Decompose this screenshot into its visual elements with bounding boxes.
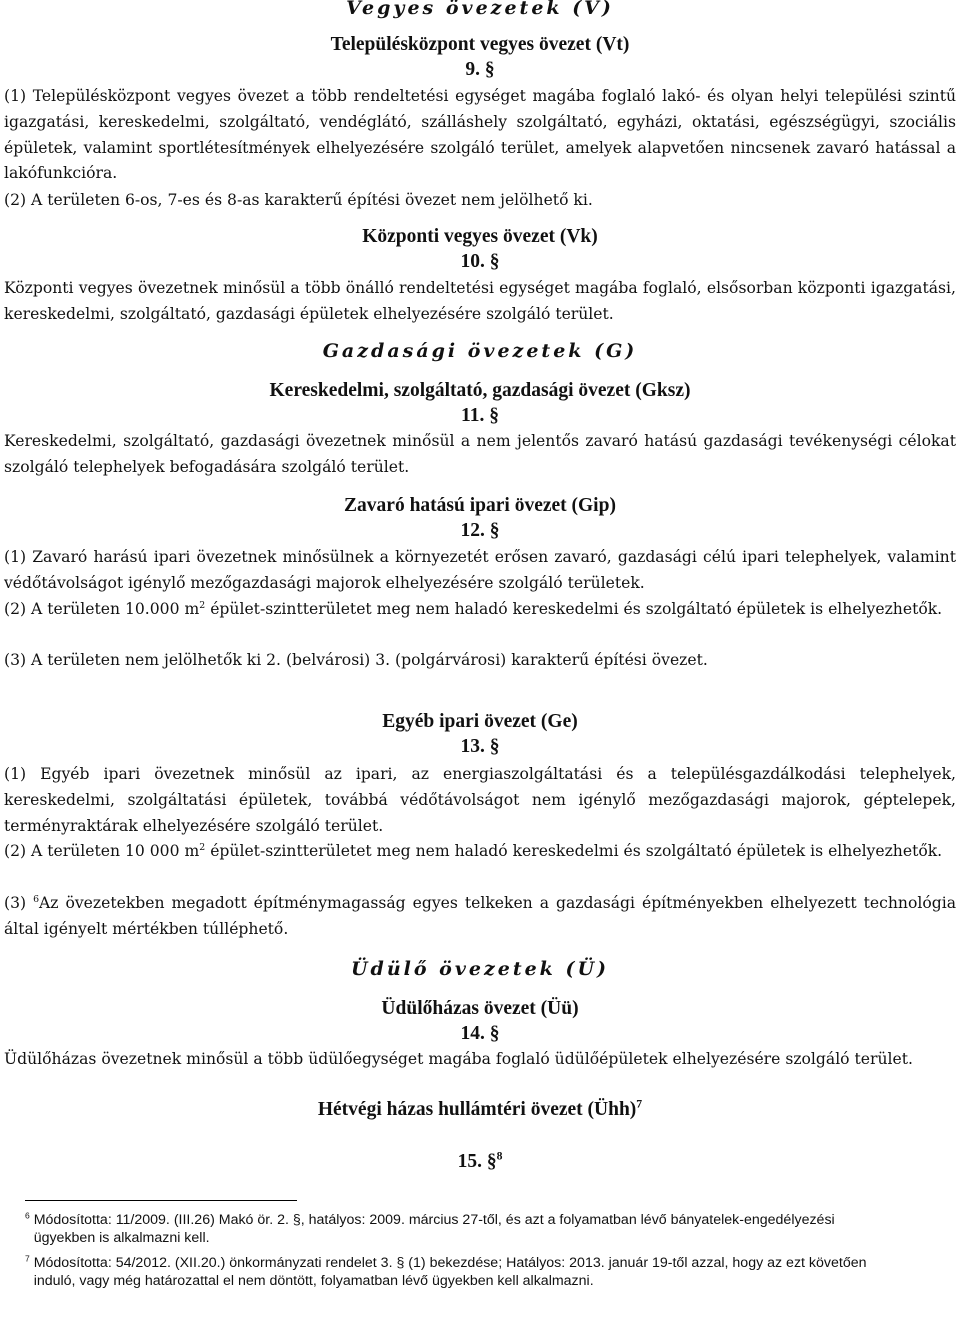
footnote-7-text: Módosította: 54/2012. (XII.20.) önkormányzati rendelet 3. § (1) bekezdése; Hatályos: 2013. január 19-től azzal, hogy az ezt követően induló, vagy még határozattal el nem döntött, folyamatban lévő ügyekben kell alkalmazni. bbox=[33, 1255, 867, 1289]
footnote-ref-8[interactable]: 8 bbox=[496, 1149, 503, 1163]
paragraph-number-15 bbox=[4, 1151, 956, 1173]
paragraph-13-2 bbox=[4, 839, 956, 865]
paragraph-14-text: Üdülőházas övezetnek minősül a több üdülőegységet magába foglaló üdülőépületek elhelyezésére szolgáló terület. bbox=[4, 1050, 913, 1068]
subsection-title-vt: Településközpont vegyes övezet (Vt) bbox=[330, 34, 630, 55]
paragraph-number-15-text: 15. § bbox=[457, 1151, 497, 1172]
section-title-udulo: Üdülő övezetek (Ü) bbox=[350, 958, 610, 980]
footnote-6-text: Módosította: 11/2009. (III.26) Makó ör. 2. §, hatályos: 2009. március 27-től, és azt a folyamatban lévő bányatelek-engedélyezési ügyekben is alkalmazni kell. bbox=[33, 1212, 835, 1246]
paragraph-12-3: (3) A területen nem jelölhetők ki 2. (belvárosi) 3. (polgárvárosi) karakterű építési övezet. bbox=[4, 651, 708, 669]
paragraph-number-10: 10. § bbox=[460, 251, 500, 272]
section-title-gazdasagi: Gazdasági övezetek (G) bbox=[322, 340, 638, 362]
paragraph-12-2-part1: (2) A területen 10.000 m bbox=[4, 600, 200, 618]
footnote-6 bbox=[25, 1212, 905, 1247]
footnote-ref-7[interactable]: 7 bbox=[636, 1097, 643, 1111]
paragraph-13-1: (1) Egyéb ipari övezetnek minősül az ipari, az energiaszolgáltatási és a településgazdálkodási telephelyek, kereskedelmi, szolgáltatási épületek, továbbá védőtávolságot nem igénylő mezőgazdasági majorok, géptelepek, terményraktárak elhelyezésére szolgáló terület. bbox=[4, 765, 956, 835]
subsection-title-gip: Zavaró hatású ipari övezet (Gip) bbox=[344, 495, 616, 516]
footnote-number-7: 7 bbox=[25, 1253, 30, 1264]
paragraph-number-11: 11. § bbox=[461, 405, 499, 426]
footnote-ref-6[interactable]: 6 bbox=[33, 893, 40, 905]
paragraph-number-12: 12. § bbox=[460, 520, 500, 541]
footnote-number-6: 6 bbox=[25, 1210, 30, 1221]
footnote-7 bbox=[25, 1255, 905, 1290]
paragraph-number-13: 13. § bbox=[460, 736, 500, 757]
subsection-title-ge: Egyéb ipari övezet (Ge) bbox=[382, 711, 578, 732]
section-title-vegyes: Vegyes övezetek (V) bbox=[346, 0, 614, 19]
superscript-m2: 2 bbox=[199, 841, 206, 853]
paragraph-9-2: (2) A területen 6-os, 7-es és 8-as karakterű építési övezet nem jelölhető ki. bbox=[4, 191, 593, 209]
paragraph-number-14: 14. § bbox=[460, 1023, 500, 1044]
paragraph-9-1: (1) Településközpont vegyes övezet a több rendeltetési egységet magába foglaló lakó- és olyan helyi települési szintű igazgatási, kereskedelmi, szolgáltató, vendéglátó, szálláshely szolgáltató, egyházi, oktatási, egészségügyi, szociális épületek, valamint sportlétesítmények elhelyezésére szolgáló terület, amelyek alapvetően nincsenek zavaró hatással a lakófunkcióra. bbox=[4, 87, 956, 183]
subsection-title-vk: Központi vegyes övezet (Vk) bbox=[362, 226, 598, 247]
paragraph-13-3-part2: Az övezetekben megadott építménymagasság egyes telkeken a gazdasági építményekben elhelyezett technológia által igényelt mértékben túlléphető. bbox=[4, 894, 956, 938]
paragraph-10-text: Központi vegyes övezetnek minősül a több önálló rendeltetési egységet magába foglaló, elsősorban központi igazgatási, kereskedelmi, szolgáltató, gazdasági épületek elhelyezésére szolgáló terület. bbox=[4, 279, 956, 323]
paragraph-12-2 bbox=[4, 597, 956, 623]
paragraph-13-3 bbox=[4, 891, 956, 943]
paragraph-11-text: Kereskedelmi, szolgáltató, gazdasági övezetnek minősül a nem jelentős zavaró hatású gazdasági tevékenységi célokat szolgáló telephelyek befogadására szolgáló terület. bbox=[4, 432, 956, 476]
paragraph-13-2-part1: (2) A területen 10 000 m bbox=[4, 842, 200, 860]
footnote-separator bbox=[25, 1200, 297, 1201]
subsection-title-gksz: Kereskedelmi, szolgáltató, gazdasági övezet (Gksz) bbox=[269, 380, 691, 401]
subsection-title-uu: Üdülőházas övezet (Üü) bbox=[381, 998, 579, 1019]
subsection-title-uhh bbox=[4, 1099, 956, 1121]
paragraph-number-9: 9. § bbox=[465, 59, 495, 80]
paragraph-12-2-part2: épület-szintterületet meg nem haladó kereskedelmi és szolgáltató épületek is elhelyezhetők. bbox=[205, 600, 943, 618]
superscript-m2: 2 bbox=[199, 599, 206, 611]
paragraph-12-1: (1) Zavaró harású ipari övezetnek minősülnek a környezetét erősen zavaró, gazdasági célú ipari telephelyek, valamint védőtávolságot igénylő mezőgazdasági majorok elhelyezésére szolgáló területek. bbox=[4, 548, 956, 592]
paragraph-13-2-part2: épület-szintterületet meg nem haladó kereskedelmi és szolgáltató épületek is elhelyezhetők. bbox=[205, 842, 943, 860]
subsection-title-uhh-text: Hétvégi házas hullámtéri övezet (Ühh) bbox=[317, 1099, 637, 1120]
paragraph-13-3-part1: (3) bbox=[4, 894, 34, 912]
